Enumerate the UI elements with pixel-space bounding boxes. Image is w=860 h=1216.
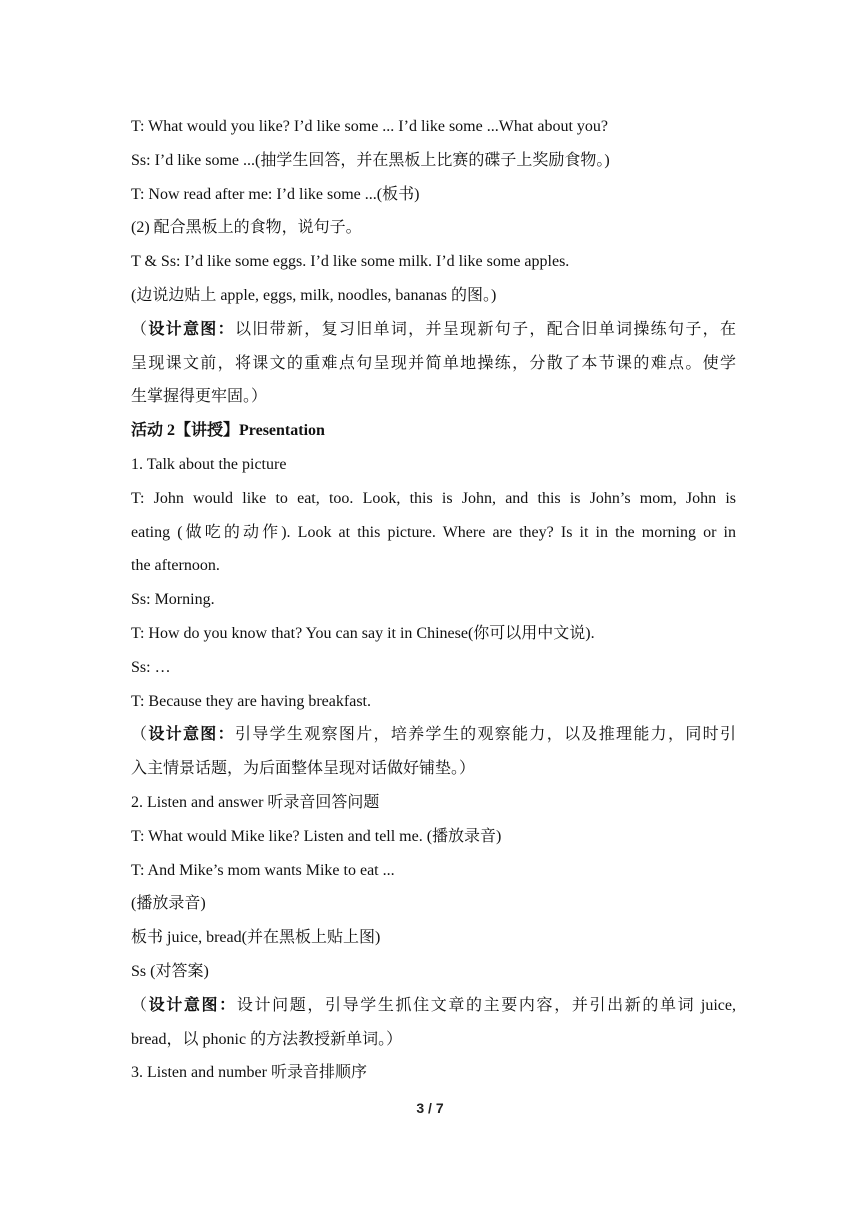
- design-intent-text: 引导学生观察图片，培养学生的观察能力，以及推理能力，同时引: [234, 726, 736, 744]
- open-paren: （: [131, 726, 149, 744]
- open-paren: （: [131, 320, 149, 338]
- design-intent-paragraph-2: [131, 718, 736, 752]
- design-intent-label: 设计意图：: [148, 996, 237, 1014]
- text-line: the afternoon.: [131, 557, 220, 575]
- text-line: (播放录音): [131, 895, 206, 913]
- text-line: eating (做吃的动作). Look at this picture. Where are they? Is it in the morning or in: [131, 523, 736, 541]
- text-line: 1. Talk about the picture: [131, 455, 287, 473]
- design-intent-text: 以旧带新，复习旧单词，并呈现新句子，配合旧单词操练句子，在: [234, 320, 736, 338]
- design-intent-label: 设计意图：: [148, 320, 235, 338]
- text-line: 3. Listen and number 听录音排顺序: [131, 1064, 367, 1082]
- text-line: T: How do you know that? You can say it in Chinese(你可以用中文说).: [131, 624, 595, 642]
- text-line: T: What would you like? I’d like some ... I’d like some ...What about you?: [131, 118, 609, 135]
- text-line: 呈现课文前，将课文的重难点句呈现并简单地操练，分散了本节课的难点。使学: [131, 354, 736, 372]
- text-line: (边说边贴上 apple, eggs, milk, noodles, bananas 的图。): [131, 286, 497, 304]
- design-intent-text: 设计问题，引导学生抓住文章的主要内容，并引出新的单词 juice,: [236, 996, 736, 1014]
- design-intent-label: 设计意图：: [148, 726, 235, 744]
- document-body: [131, 110, 736, 1090]
- text-line: 2. Listen and answer 听录音回答问题: [131, 793, 380, 811]
- text-line: T: What would Mike like? Listen and tell me. (播放录音): [131, 827, 502, 845]
- text-line: T: Now read after me: I’d like some ...(板书): [131, 185, 420, 203]
- open-paren: （: [131, 996, 149, 1014]
- text-line: Ss (对答案): [131, 962, 209, 980]
- section-heading: 活动 2【讲授】Presentation: [131, 422, 325, 440]
- design-intent-paragraph-3: [131, 989, 736, 1023]
- text-line: T: And Mike’s mom wants Mike to eat ...: [131, 861, 395, 879]
- design-intent-paragraph-1: [131, 313, 736, 347]
- text-line: bread，以 phonic 的方法教授新单词。）: [131, 1030, 403, 1048]
- text-line: 生掌握得更牢固。）: [131, 388, 268, 406]
- text-line: (2) 配合黑板上的食物，说句子。: [131, 219, 362, 237]
- page-number: 3 / 7: [416, 1100, 444, 1116]
- text-line: 入主情景话题，为后面整体呈现对话做好铺垫。）: [131, 760, 476, 778]
- text-line: 板书 juice, bread(并在黑板上贴上图): [131, 929, 381, 947]
- text-line: T: John would like to eat, too. Look, this is John, and this is John’s mom, John is: [131, 489, 736, 507]
- text-line: Ss: Morning.: [131, 591, 215, 609]
- text-line: Ss: I’d like some ...(抽学生回答，并在黑板上比赛的碟子上奖励食物。): [131, 151, 610, 169]
- text-line: T: Because they are having breakfast.: [131, 692, 371, 710]
- text-line: Ss: …: [131, 658, 171, 676]
- text-line: T & Ss: I’d like some eggs. I’d like some milk. I’d like some apples.: [131, 253, 570, 271]
